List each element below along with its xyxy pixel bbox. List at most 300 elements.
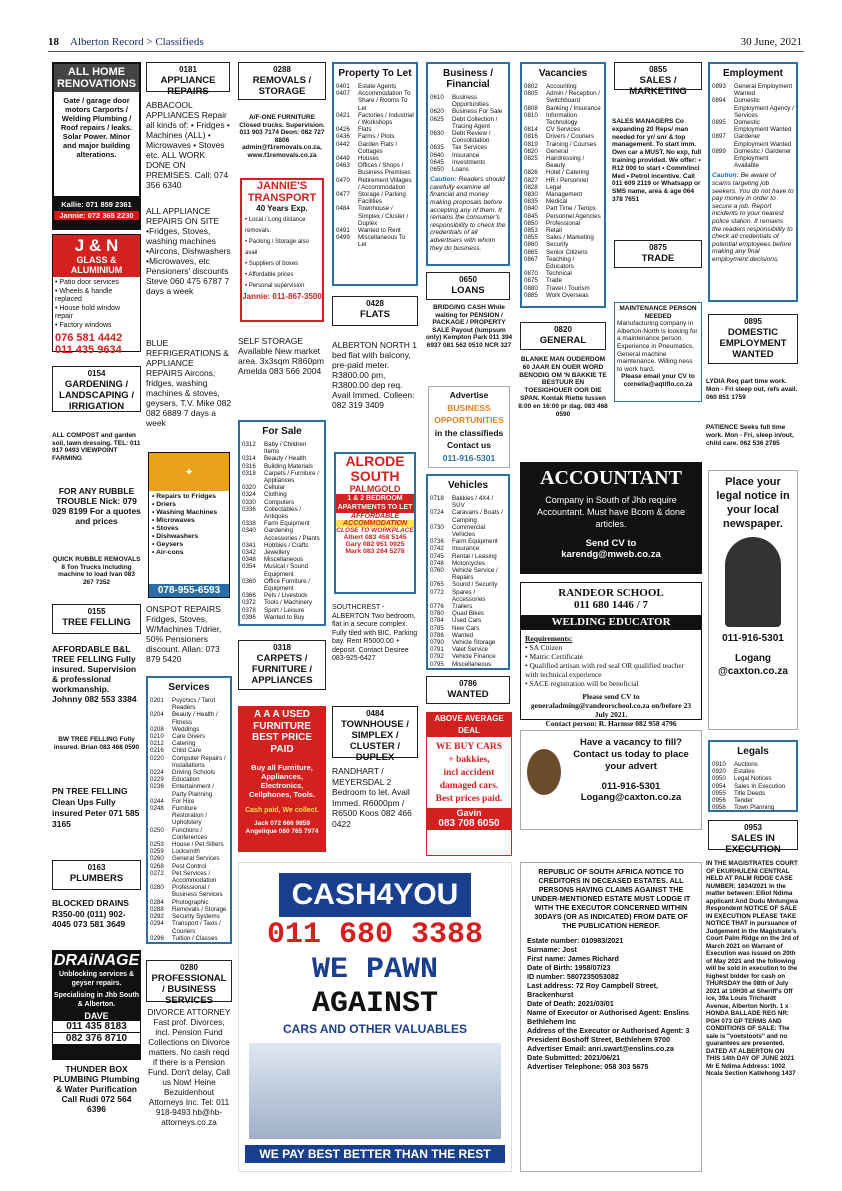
index-code: 0865 bbox=[524, 248, 538, 256]
accountant-email: karendg@mweb.co.za bbox=[561, 549, 661, 560]
index-label: New Cars bbox=[452, 624, 480, 632]
index-row bbox=[430, 545, 506, 552]
alrode-phone: Albert 083 458 5145 bbox=[343, 534, 407, 541]
index-row bbox=[242, 463, 322, 470]
alrode-south-ad bbox=[334, 452, 416, 594]
aad-name: Gavin bbox=[427, 808, 511, 818]
category-code: 0875 bbox=[649, 243, 667, 252]
index-code: 0827 bbox=[524, 176, 538, 184]
index-label: Business Opportunities bbox=[452, 94, 489, 109]
index-code: 0748 bbox=[430, 559, 444, 567]
index-label: Investments bbox=[452, 158, 486, 166]
index-row bbox=[150, 798, 228, 805]
index-row bbox=[712, 133, 794, 147]
index-row bbox=[336, 177, 414, 191]
index-code: 0835 bbox=[524, 198, 538, 206]
general-header bbox=[520, 322, 606, 350]
index-code: 0808 bbox=[524, 104, 538, 112]
index-row bbox=[524, 270, 602, 277]
index-code: 0260 bbox=[150, 855, 164, 863]
index-label: Spares / Accessories bbox=[452, 588, 486, 603]
index-label: Psychics / Tarot Readers bbox=[172, 697, 216, 712]
professional-header bbox=[146, 960, 232, 1006]
index-code: 0436 bbox=[336, 133, 350, 141]
index-label: Rental / Leasing bbox=[452, 552, 497, 560]
index-label: Pest Control bbox=[172, 862, 207, 870]
index-label: Trade bbox=[546, 277, 562, 285]
index-label: Townhouse / Simplex / Cluster / Duplex bbox=[358, 205, 409, 227]
index-code: 0296 bbox=[150, 934, 164, 942]
index-code: 0802 bbox=[524, 83, 538, 90]
index-row bbox=[524, 241, 602, 248]
index-row bbox=[524, 234, 602, 241]
index-row bbox=[430, 610, 506, 617]
index-code: 0499 bbox=[336, 234, 350, 242]
section-title: Alberton Record > Classifieds bbox=[70, 36, 204, 48]
index-code: 0724 bbox=[430, 509, 444, 517]
aaa-furniture-ad bbox=[238, 706, 326, 852]
index-code: 0484 bbox=[336, 205, 350, 213]
accountant-cv: Send CV to bbox=[585, 538, 637, 549]
index-row bbox=[712, 775, 794, 782]
home-reno-phone-2: Jannie: 072 365 2230 bbox=[54, 211, 139, 220]
randeor-item: • Qualified artisan with red seal OR qualified teacher with technical experience bbox=[525, 661, 685, 679]
index-label: Miscellaneous To Let bbox=[358, 234, 406, 249]
business-title: Business / Financial bbox=[442, 68, 494, 90]
index-code: 0477 bbox=[336, 191, 350, 199]
category-code: 0155 bbox=[87, 607, 106, 616]
index-code: 0338 bbox=[242, 520, 256, 528]
advertise-phone: 011-916-5301 bbox=[442, 452, 496, 463]
index-label: Pet Services / Accommodation bbox=[172, 869, 217, 885]
index-label: Building Materials bbox=[264, 462, 313, 470]
index-row bbox=[150, 733, 228, 740]
index-row bbox=[336, 90, 414, 112]
maint-email: Please email your CV to cornelia@aqtiflo.co.za bbox=[621, 373, 695, 388]
jn-item: • Patio door services bbox=[55, 279, 119, 286]
index-label: Farms / Plots bbox=[358, 133, 395, 141]
issue-date: 30 June, 2021 bbox=[740, 36, 802, 48]
edy-item: • Stoves bbox=[152, 525, 179, 532]
jn-item: • Wheels & handle replaced bbox=[55, 287, 113, 303]
index-label: Technical bbox=[546, 270, 572, 278]
index-code: 0792 bbox=[430, 653, 444, 661]
index-row bbox=[430, 130, 506, 144]
vacancy-l1: Have a vacancy to fill? bbox=[580, 737, 682, 748]
index-label: Flats bbox=[358, 126, 372, 134]
estate-row: Address of the Executor or Authorised Agent: 3 President Boshoff Street, Bethlehem 9700 bbox=[527, 1026, 690, 1044]
index-code: 0284 bbox=[150, 898, 164, 906]
index-label: Sound / Security bbox=[452, 581, 498, 589]
for-sale-title: For Sale bbox=[262, 426, 302, 437]
index-label: Estate Agents bbox=[358, 83, 397, 90]
page-number: 18 bbox=[48, 36, 59, 48]
index-label: Musical / Sound Equipment bbox=[264, 563, 309, 578]
index-code: 0867 bbox=[524, 255, 538, 263]
index-label: House / Pet Sitters bbox=[172, 841, 224, 849]
index-label: Cellular bbox=[264, 484, 285, 492]
index-code: 0204 bbox=[150, 711, 164, 719]
edy-item: • Driers bbox=[152, 501, 176, 508]
jannie-sub: 40 Years Exp. bbox=[256, 204, 308, 213]
estate-row: Last address: 72 Roy Campbell Street, Brackenhurst bbox=[527, 981, 659, 999]
index-label: Wanted bbox=[452, 631, 474, 639]
index-code: 0772 bbox=[430, 588, 444, 596]
index-code: 0253 bbox=[150, 841, 164, 849]
index-row bbox=[430, 632, 506, 639]
index-label: Legal bbox=[546, 183, 562, 191]
category-name: GARDENING / LANDSCAPING / IRRIGATION bbox=[59, 379, 134, 412]
index-code: 0316 bbox=[242, 462, 256, 470]
aaa-cash: Cash paid, We collect. bbox=[245, 807, 319, 814]
index-label: Drivers / Couriers bbox=[546, 133, 595, 141]
alrode-title-1: ALRODE bbox=[345, 453, 405, 469]
index-label: Sales / Marketing bbox=[546, 234, 594, 242]
vehicles-index bbox=[426, 474, 510, 670]
index-row bbox=[430, 567, 506, 581]
index-label: Removals / Storage bbox=[172, 905, 227, 913]
index-label: Teaching / Educators bbox=[546, 255, 575, 271]
index-row bbox=[524, 292, 602, 299]
index-label: Auctions bbox=[734, 761, 758, 768]
index-code: 0875 bbox=[524, 277, 538, 285]
all-appliance-ad: ALL APPLIANCE REPAIRS ON SITE •Fridges, Stoves, washing machines •Aircons, Dishwashers •Microwaves, etc Pensioners' discounts Steve 060 475 6787 7 days a week bbox=[146, 206, 231, 296]
index-code: 0236 bbox=[150, 783, 164, 791]
index-label: Debt Review / Consolidation bbox=[452, 130, 491, 145]
index-row bbox=[150, 827, 228, 841]
index-label: Computer Repairs / Installations bbox=[172, 754, 226, 769]
estate-row: Surname: Jost bbox=[527, 945, 577, 954]
index-label: Photographic bbox=[172, 898, 209, 906]
jn-title: J & N bbox=[74, 236, 119, 255]
index-row bbox=[150, 870, 228, 884]
index-code: 0920 bbox=[712, 768, 726, 776]
index-code: 0845 bbox=[524, 212, 538, 220]
index-row bbox=[712, 97, 794, 119]
index-code: 0372 bbox=[242, 599, 256, 607]
index-row bbox=[150, 769, 228, 776]
index-label: Baby / Children Items bbox=[264, 441, 307, 456]
index-row bbox=[150, 776, 228, 783]
index-row bbox=[336, 155, 414, 162]
index-code: 0826 bbox=[524, 169, 538, 177]
affordable-tree-ad: AFFORDABLE B&L TREE FELLING Fully insured. Supervision & professional workmanship. Johnny 082 553 3384 bbox=[52, 644, 137, 704]
estate-row: ID number: 5807235053082 bbox=[527, 972, 619, 981]
category-name: DOMESTIC EMPLOYMENT WANTED bbox=[719, 327, 787, 360]
index-row bbox=[242, 578, 322, 592]
index-label: Gardener Employment Wanted bbox=[734, 133, 792, 148]
index-label: Retirement Villages / Accommodation bbox=[358, 176, 412, 191]
jannie-item: • Affordable prices bbox=[245, 272, 294, 278]
index-label: Bakkies / 4X4 / SUV bbox=[452, 495, 494, 510]
index-code: 0718 bbox=[430, 495, 444, 502]
edy-item: • Washing Machines bbox=[152, 509, 218, 516]
category-code: 0953 bbox=[744, 823, 762, 832]
edy-appliance-ad bbox=[148, 452, 230, 598]
index-label: Child Care bbox=[172, 747, 202, 755]
magistrate-notice: IN THE MAGISTRATES COURT OF EKURHULENI CENTRAL HELD AT PALM RIDGE CASE NUMBER: 1834/2021 In the matter between: Elliot Ndima applicant And Dudu Mntungwa Respondent NOTICE OF SALE IN EXECUTION PLEASE TAKE NOTICE THAT in pursuance of Judgement in the Magistrate's Court Palm Ridge on the 3rd of March 2021 on Warrant of Execution was issued on 20th of May 2021 and the following will be sold in execution to the highest bidder for cash on THURSDAY the 08th of July 2021 at 10H30 at Sheriff's Off ice, 39a Louis Trichardt Avenue, Alberton North. 1 x HONDA BALLADE REG NR: PGH 073 GP TERMS AND CONDITIONS OF SALE: The sale is "voetstoots" and no guarantees are presented. DATED AT ALBERTON ON THIS 14th DAY OF JUNE 2021 Mr E Ndima Address: 1002 Ncala Section Katlehong 1437 bbox=[706, 860, 799, 1077]
edy-item: • Microwaves bbox=[152, 517, 195, 524]
property-index bbox=[332, 62, 418, 286]
randeor-item: • SACE registration will be beneficial bbox=[525, 679, 639, 688]
index-row bbox=[336, 83, 414, 90]
category-code: 0820 bbox=[554, 325, 572, 334]
index-code: 0354 bbox=[242, 563, 256, 571]
alrode-accommodation: ACCOMMODATION bbox=[336, 520, 414, 527]
index-row bbox=[430, 116, 506, 130]
category-code: 0484 bbox=[366, 709, 384, 718]
index-label: Debt Collection / Tracing Agent bbox=[452, 115, 498, 130]
index-code: 0853 bbox=[524, 227, 538, 235]
index-row bbox=[524, 277, 602, 284]
index-row bbox=[524, 285, 602, 292]
index-row bbox=[430, 646, 506, 653]
alberton-north-ad: ALBERTON NORTH 1 bed flat with balcony, pre-paid meter. R3800.00 pm, R3800.00 dep req. Avail Immed. Colleen: 082 319 3409 bbox=[332, 340, 418, 410]
index-row bbox=[336, 126, 414, 133]
caution-head: Caution: bbox=[712, 172, 739, 180]
index-label: Clothing bbox=[264, 491, 287, 499]
category-name: PROFESSIONAL / BUSINESS SERVICES bbox=[151, 973, 227, 1006]
index-row bbox=[712, 119, 794, 133]
category-code: 0280 bbox=[180, 963, 198, 972]
caution-text: Be aware of scams targeting job seekers. You do not have to pay money in order to secure a job. Report incidents to your nearest police station. It remains the readers responsibility to check all credentials of potential employees before making any final employment decisions. bbox=[712, 172, 794, 263]
category-code: 0181 bbox=[179, 65, 197, 74]
edy-item: • Dishwashers bbox=[152, 533, 199, 540]
index-code: 0244 bbox=[150, 797, 164, 805]
index-label: Caravans / Boats / Camping bbox=[452, 509, 503, 524]
index-code: 0956 bbox=[712, 804, 726, 812]
index-label: Entertainment / Party Planning bbox=[172, 783, 214, 798]
index-row bbox=[150, 697, 228, 711]
index-label: Trailers bbox=[452, 603, 473, 611]
category-name: TREE FELLING bbox=[62, 617, 131, 628]
index-row bbox=[524, 220, 602, 227]
drainage-sub: Unblocking services & geyser repairs. bbox=[58, 971, 135, 987]
legals-index bbox=[708, 740, 798, 812]
removals-header bbox=[238, 62, 326, 100]
flats-header bbox=[332, 296, 418, 326]
index-row bbox=[430, 524, 506, 538]
category-code: 0650 bbox=[459, 275, 477, 284]
estate-row: Name of Executor or Authorised Agent: Enslins Bethlehem Inc bbox=[527, 1008, 690, 1026]
home-reno-title: ALL HOME RENOVATIONS bbox=[54, 64, 139, 92]
index-row bbox=[524, 105, 602, 112]
category-code: 0163 bbox=[87, 863, 106, 872]
index-label: Title Deeds bbox=[734, 789, 766, 797]
index-row bbox=[336, 112, 414, 126]
index-code: 0954 bbox=[712, 782, 726, 790]
trade-header bbox=[614, 240, 702, 268]
index-row bbox=[524, 205, 602, 212]
index-label: Domestic Employment Wanted bbox=[734, 119, 792, 134]
index-label: Motorcycles bbox=[452, 559, 486, 567]
aad-line: WE BUY CARS bbox=[435, 742, 503, 752]
index-code: 0336 bbox=[242, 505, 256, 513]
jn-item: • Factory windows bbox=[55, 321, 112, 329]
index-row bbox=[150, 906, 228, 913]
randeor-phone: 011 680 1446 / 7 bbox=[574, 599, 648, 611]
index-row bbox=[712, 83, 794, 97]
sales-in-execution-header bbox=[708, 820, 798, 855]
index-code: 0805 bbox=[524, 90, 538, 98]
index-code: 0635 bbox=[430, 144, 444, 152]
category-code: 0855 bbox=[649, 65, 667, 74]
index-row bbox=[150, 855, 228, 862]
cash4you-brand: CASH4YOU bbox=[279, 873, 471, 917]
above-average-deal-ad bbox=[426, 712, 512, 856]
index-code: 0348 bbox=[242, 556, 256, 564]
index-row bbox=[524, 213, 602, 220]
index-label: Jewellery bbox=[264, 549, 290, 557]
category-name: TRADE bbox=[641, 253, 675, 264]
jannie-phone: Jannie: 011-867-3500 bbox=[242, 292, 322, 301]
index-label: Tools / Machinery bbox=[264, 599, 313, 607]
vacancies-index bbox=[520, 62, 606, 308]
index-label: Miscellaneous bbox=[452, 660, 492, 668]
index-row bbox=[242, 549, 322, 556]
index-label: CV Services bbox=[546, 126, 581, 134]
index-row bbox=[150, 747, 228, 754]
index-code: 0855 bbox=[524, 234, 538, 242]
advertise-l5: Contact us bbox=[447, 440, 491, 450]
index-row bbox=[150, 805, 228, 827]
index-row bbox=[336, 227, 414, 234]
index-code: 0224 bbox=[150, 769, 164, 777]
index-label: Banking / Insurance bbox=[546, 104, 601, 112]
jannie-item: • Local / Long distance removals. bbox=[245, 217, 306, 234]
index-code: 0791 bbox=[430, 646, 444, 654]
services-title: Services bbox=[168, 682, 210, 693]
townhouse-header bbox=[332, 706, 418, 763]
index-row bbox=[242, 520, 322, 527]
home-reno-body: Gate / garage door motors Carports / Welding Plumbing / Roof repairs / leaks. Solar Power. Minor and major building alterations. bbox=[54, 92, 139, 196]
advertise-l3: OPPORTUNITIES bbox=[434, 415, 504, 425]
index-row bbox=[242, 491, 322, 498]
index-label: Vehicle Service / Repairs bbox=[452, 567, 498, 582]
index-label: Personnel Agencies bbox=[546, 212, 601, 220]
aaa-body: Buy all Furniture, Appliances, Electronics, Cellphones, Tools. bbox=[248, 763, 316, 799]
aad-line: + bakkies, bbox=[448, 755, 490, 765]
index-row bbox=[712, 783, 794, 790]
home-renovations-ad bbox=[52, 62, 141, 230]
index-row bbox=[524, 83, 602, 90]
index-code: 0816 bbox=[524, 133, 538, 141]
business-list bbox=[430, 94, 506, 173]
vehicles-title: Vehicles bbox=[447, 480, 489, 491]
jannie-item: • Packing / Storage also avail bbox=[245, 239, 309, 256]
index-row bbox=[430, 617, 506, 624]
index-code: 0360 bbox=[242, 577, 256, 585]
bw-tree-ad: BW TREE FELLING Fully insured. Brian 083 468 0590 bbox=[53, 736, 140, 751]
index-row bbox=[150, 935, 228, 942]
index-code: 0780 bbox=[430, 610, 444, 618]
index-code: 0819 bbox=[524, 140, 538, 148]
index-code: 0630 bbox=[430, 130, 444, 138]
alrode-phone: Mark 083 264 5278 bbox=[345, 548, 405, 555]
index-row bbox=[524, 90, 602, 104]
index-row bbox=[336, 205, 414, 227]
sales-marketing-header bbox=[614, 62, 702, 97]
index-code: 0895 bbox=[712, 119, 726, 127]
index-code: 0342 bbox=[242, 549, 256, 557]
index-row bbox=[430, 639, 506, 646]
category-name: SALES / MARKETING bbox=[629, 75, 687, 97]
vacancies-title: Vacancies bbox=[538, 68, 588, 79]
index-label: Commercial Vehicles bbox=[452, 523, 486, 539]
index-code: 0745 bbox=[430, 552, 444, 560]
index-label: Sport / Leisure bbox=[264, 606, 305, 614]
jannie-item: • Suppliers of boxes bbox=[245, 261, 299, 267]
aaa-phones: Jack 072 666 9859 Angelique 060 765 7974 bbox=[245, 820, 319, 835]
randeor-title: RANDEOR SCHOOL bbox=[558, 587, 664, 599]
index-row bbox=[242, 592, 322, 599]
index-code: 0401 bbox=[336, 83, 350, 90]
index-label: Tender bbox=[734, 797, 753, 805]
index-code: 0840 bbox=[524, 205, 538, 213]
index-code: 0268 bbox=[150, 862, 164, 870]
index-code: 0491 bbox=[336, 227, 350, 235]
employment-list bbox=[712, 83, 794, 169]
index-row bbox=[524, 177, 602, 184]
index-code: 0885 bbox=[524, 291, 538, 299]
cash4you-l2: AGAINST bbox=[311, 987, 439, 1021]
index-code: 0870 bbox=[524, 270, 538, 278]
index-code: 0312 bbox=[242, 441, 256, 448]
index-label: HR / Personnel bbox=[546, 176, 588, 184]
aad-line: Best prices paid. bbox=[435, 794, 503, 804]
wanted-header bbox=[426, 676, 510, 704]
bridging-cash-ad: BRIDGING CASH While waiting for PENSION / PACKAGE / PROPERTY SALE Payout (lumpsum only) Kempton Park 011 394 6937 081 562 0510 NCR 327 bbox=[425, 304, 513, 349]
index-code: 0288 bbox=[150, 905, 164, 913]
index-code: 0229 bbox=[150, 776, 164, 784]
index-row bbox=[242, 563, 322, 577]
index-label: Tax Services bbox=[452, 144, 488, 152]
index-row bbox=[336, 191, 414, 205]
index-label: Hairdressing / Beauty bbox=[546, 155, 585, 170]
index-code: 0272 bbox=[150, 869, 164, 877]
index-row bbox=[430, 152, 506, 159]
index-row bbox=[430, 108, 506, 115]
index-code: 0640 bbox=[430, 151, 444, 159]
index-code: 0814 bbox=[524, 126, 538, 134]
index-row bbox=[430, 509, 506, 523]
index-code: 0784 bbox=[430, 617, 444, 625]
index-code: 0216 bbox=[150, 747, 164, 755]
blanke-man-ad: BLANKE MAN OUDERDOM 60 JAAR EN OUER WORD BENODIG OM 'N BAKKIE TE BESTUUR EN TOESIGHOUER OOR DIE SPAN. Kontak Riette tussen 8:00 en 16:00 pr dag. 083 468 0590 bbox=[518, 356, 608, 418]
index-row bbox=[430, 495, 506, 509]
cash4you-l1: WE PAWN bbox=[311, 953, 439, 987]
drainage-spec: Specialising in Jhb South & Alberton. bbox=[53, 992, 140, 1008]
index-row bbox=[430, 159, 506, 166]
index-label: Offices / Shops / Business Premises bbox=[358, 162, 411, 177]
drainage-ad bbox=[52, 950, 141, 1060]
property-list bbox=[336, 83, 414, 249]
index-row bbox=[150, 711, 228, 725]
appliance-repairs-header bbox=[146, 62, 230, 97]
index-label: Storage / Parking Facilities bbox=[358, 191, 406, 206]
cash4you-ad bbox=[238, 862, 512, 1172]
estate-row: Date of Birth: 1958/07/23 bbox=[527, 963, 611, 972]
page-header bbox=[48, 34, 804, 52]
index-code: 0318 bbox=[242, 469, 256, 477]
index-label: Professional bbox=[546, 219, 581, 227]
index-row bbox=[430, 538, 506, 545]
index-label: Information Technology bbox=[546, 111, 578, 127]
vehicles-list bbox=[430, 495, 506, 668]
index-row bbox=[242, 556, 322, 563]
index-row bbox=[150, 755, 228, 769]
index-code: 0314 bbox=[242, 455, 256, 463]
